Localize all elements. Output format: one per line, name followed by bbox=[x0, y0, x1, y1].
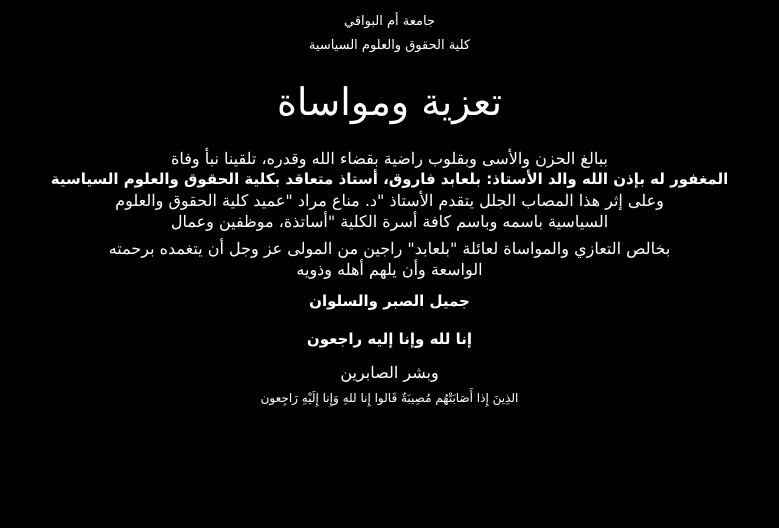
patience-phrase: جميل الصبر والسلوان bbox=[309, 292, 470, 310]
body-line-4: السياسية باسمه وباسم كافة أسرة الكلية "أساتذة، موظفين وعمال bbox=[170, 212, 609, 231]
body-line-3: وعلى إثر هذا المصاب الجلل يتقدم الأستاذ "د. مناع مراد "عميد كلية الحقوق والعلوم bbox=[115, 191, 664, 210]
innalillah-phrase: إنا لله وإنا إليه راجعون bbox=[306, 330, 473, 348]
university-name: جامعة أم البواقي bbox=[344, 14, 435, 29]
closing-phrase: وبشر الصابرين bbox=[340, 363, 439, 382]
page-title: تعزية ومواساة bbox=[276, 80, 503, 124]
quran-verse: الذِينَ إِذا أَصَابَتْهُم مُصِيبَةٌ قَالوا إِنا للهِ وَإِنا إِلَيْهِ رَاجِعون bbox=[260, 391, 519, 405]
faculty-name: كلية الحقوق والعلوم السياسية bbox=[308, 38, 471, 53]
body-line-6: الواسعة وأن يلهم أهله وذويه bbox=[296, 260, 483, 279]
body-line-5: بخالص التعازي والمواساة لعائلة "بلعابد" راجين من المولى عز وجل أن يتغمده برحمته bbox=[108, 239, 671, 258]
body-line-1: ببالغ الحزن والأسى وبقلوب راضية بقضاء الله وقدره، تلقينا نبأ وفاة bbox=[171, 149, 608, 168]
body-line-2: المغفور له بإذن الله والد الأستاذ: بلعابد فاروق، أستاذ متعاقد بكلية الحقوق والعلوم السياسية bbox=[50, 170, 729, 188]
